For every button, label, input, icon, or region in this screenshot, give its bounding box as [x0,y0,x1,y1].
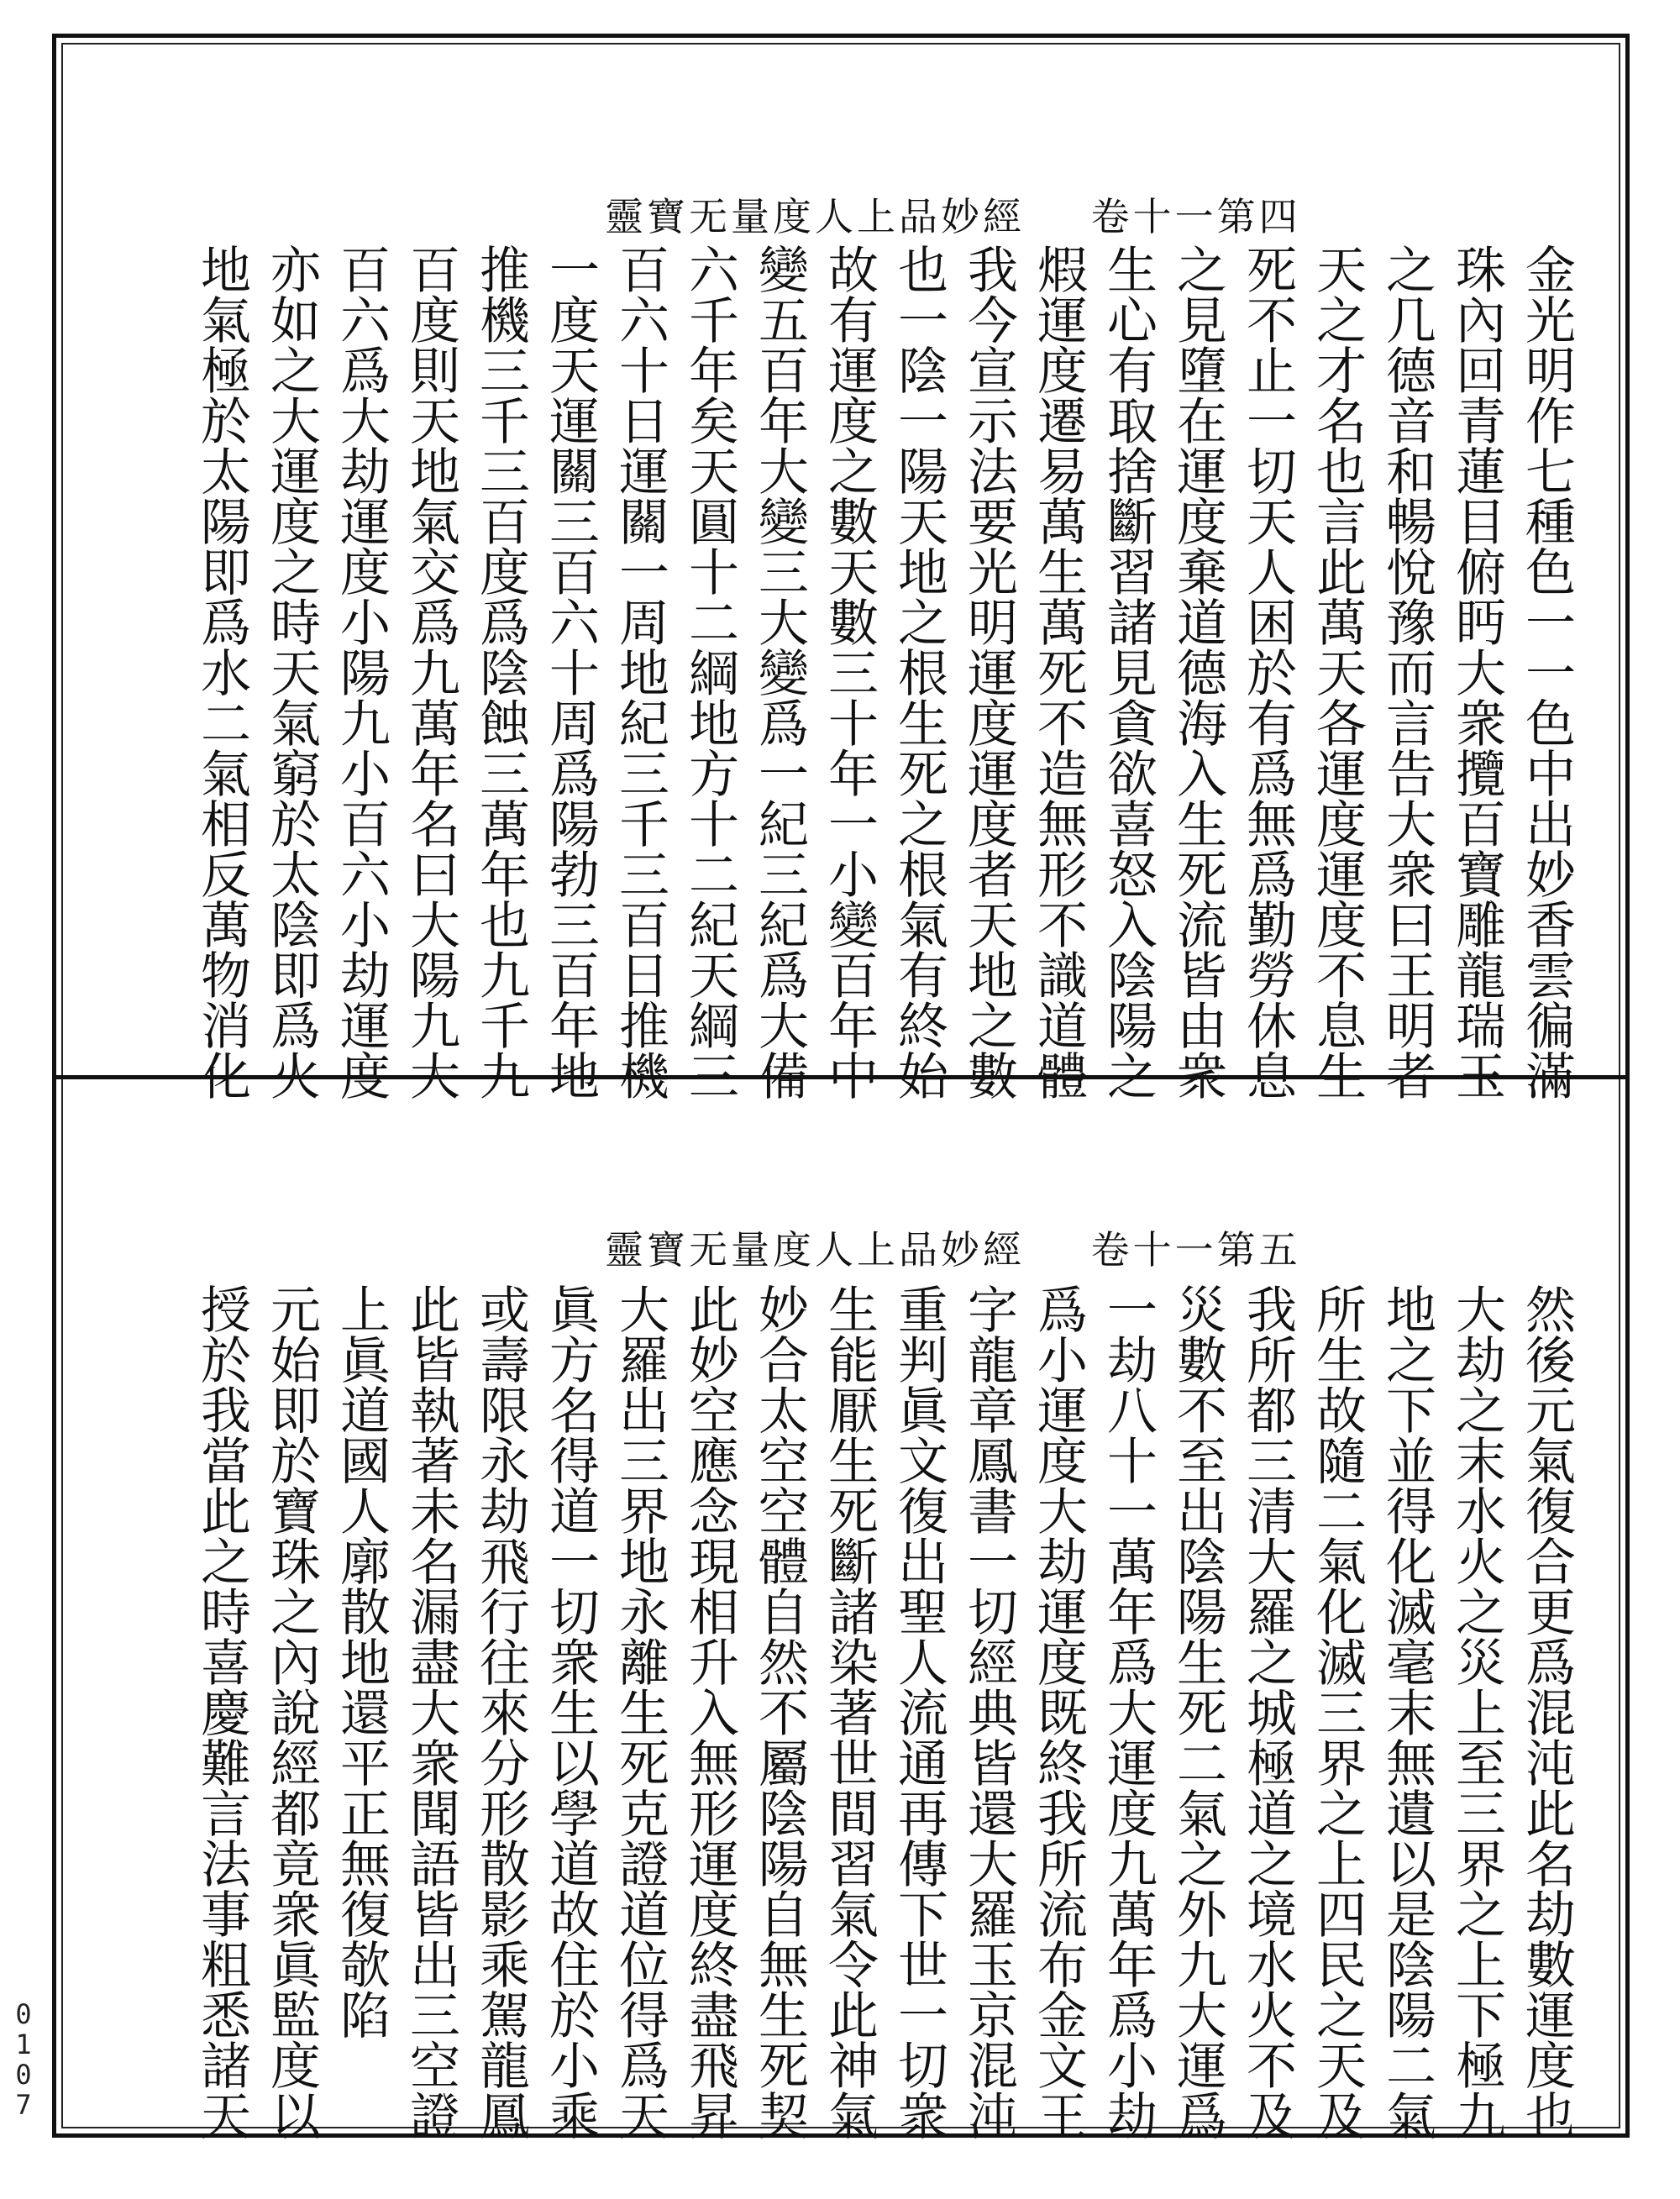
bottom-header-title: 靈寶无量度人上品妙經 [605,1227,1025,1273]
text-column: 字龍章鳳書一切經典皆還大羅玉京混沌 [959,1283,1018,2140]
text-column: 地之下並得化滅毫末無遺以是陰陽二氣 [1378,1283,1436,2140]
text-column: 金光明作七種色一一色中出妙香雲徧滿 [1517,244,1576,1100]
bottom-header-volume: 卷十一第五 [1090,1227,1301,1273]
text-column: 我今宣示法要光明運度運度者天地之數 [959,244,1018,1100]
text-column: 天之才名也言此萬天各運度運度不息生 [1308,244,1367,1100]
text-column: 眞方名得道一切衆生以學道故住於小乘 [541,1283,600,2140]
text-column: 珠內回青蓮目俯眄大衆攬百寶雕龍瑞玉 [1447,244,1506,1100]
text-column: 地氣極於太陽即爲水二氣相反萬物消化 [192,244,251,1100]
top-page-text [186,244,1581,1100]
text-column: 災數不至出陰陽生死二氣之外九大運爲 [1168,1283,1227,2140]
text-column: 上眞道國人廓散地還平正無復欹陷 [332,1283,391,2039]
text-column: 六千年矣天圓十二綱地方十二紀天綱三 [680,244,739,1100]
text-column: 授於我當此之時喜慶難言法事粗悉諸天 [192,1283,251,2140]
text-column: 死不止一切天人困於有爲無爲勤勞休息 [1238,244,1297,1100]
text-column: 妙合太空空體自然不屬陰陽自無生死契 [750,1283,809,2140]
text-column: 百六爲大劫運度小陽九小百六小劫運度 [332,244,391,1100]
text-column: 之見墮在運度棄道德海入生死流皆由衆 [1168,244,1227,1100]
page-number-digit: 1 [15,2028,32,2060]
text-column: 之几德音和暢悅豫而言告大衆曰王明者 [1378,244,1436,1100]
text-column: 重判眞文復出聖人流通再傳下世一切衆 [890,1283,948,2140]
text-column: 也一陰一陽天地之根生死之根氣有終始 [890,244,948,1100]
text-column: 爲小運度大劫運度既終我所流布金文王 [1029,1283,1088,2140]
text-column: 生能厭生死斷諸染著世間習氣令此神氣 [820,1283,879,2140]
page-number-digit: 0 [15,2059,32,2091]
text-column: 元始即於寶珠之內說經都竟衆眞監度以 [262,1283,321,2140]
text-column: 此皆執著未名漏盡大衆聞語皆出三空證 [402,1283,460,2140]
text-column: 百度則天地氣交爲九萬年名曰大陽九大 [402,244,460,1100]
text-column: 大劫之末水火之災上至三界之上下極九 [1447,1283,1506,2140]
text-column: 變五百年大變三大變爲一紀三紀爲大備 [750,244,809,1100]
text-column: 我所都三清大羅之城極道之境水火不及 [1238,1283,1297,2140]
page-number-digit: 0 [15,1998,32,2030]
top-header-volume: 卷十一第四 [1090,194,1301,239]
text-column: 一劫八十一萬年爲大運度九萬年爲小劫 [1099,1283,1158,2140]
text-column: 生心有取捨斷習諸見貪欲喜怒入陰陽之 [1099,244,1158,1100]
text-column: 百六十日運關一周地紀三千三百日推機 [611,244,669,1100]
text-column: 亦如之大運度之時天氣窮於太陰即爲火 [262,244,321,1100]
top-page-header [605,186,1301,242]
text-column: 所生故隨二氣化滅三界之上四民之天及 [1308,1283,1367,2140]
text-column: 大羅出三界地永離生死克證道位得爲天 [611,1283,669,2140]
text-column: 或壽限永劫飛行往來分形散影乘駕龍鳳 [471,1283,530,2140]
page-number [12,1999,35,2120]
text-column: 然後元氣復合更爲混沌此名劫數運度也 [1517,1283,1576,2140]
text-column: 推機三千三百度爲陰蝕三萬年也九千九 [471,244,530,1100]
bottom-page-text [186,1283,1581,2140]
text-column: 一度天運關三百六十周爲陽勃三百年地 [541,244,600,1100]
page-number-digit: 7 [15,2089,32,2121]
bottom-page-header [605,1220,1301,1275]
top-header-title: 靈寶无量度人上品妙經 [605,194,1025,239]
text-column: 故有運度之數天數三十年一小變百年中 [820,244,879,1100]
text-column: 煆運度遷易萬生萬死不造無形不識道體 [1029,244,1088,1100]
text-column: 此妙空應念現相升入無形運度終盡飛昇 [680,1283,739,2140]
